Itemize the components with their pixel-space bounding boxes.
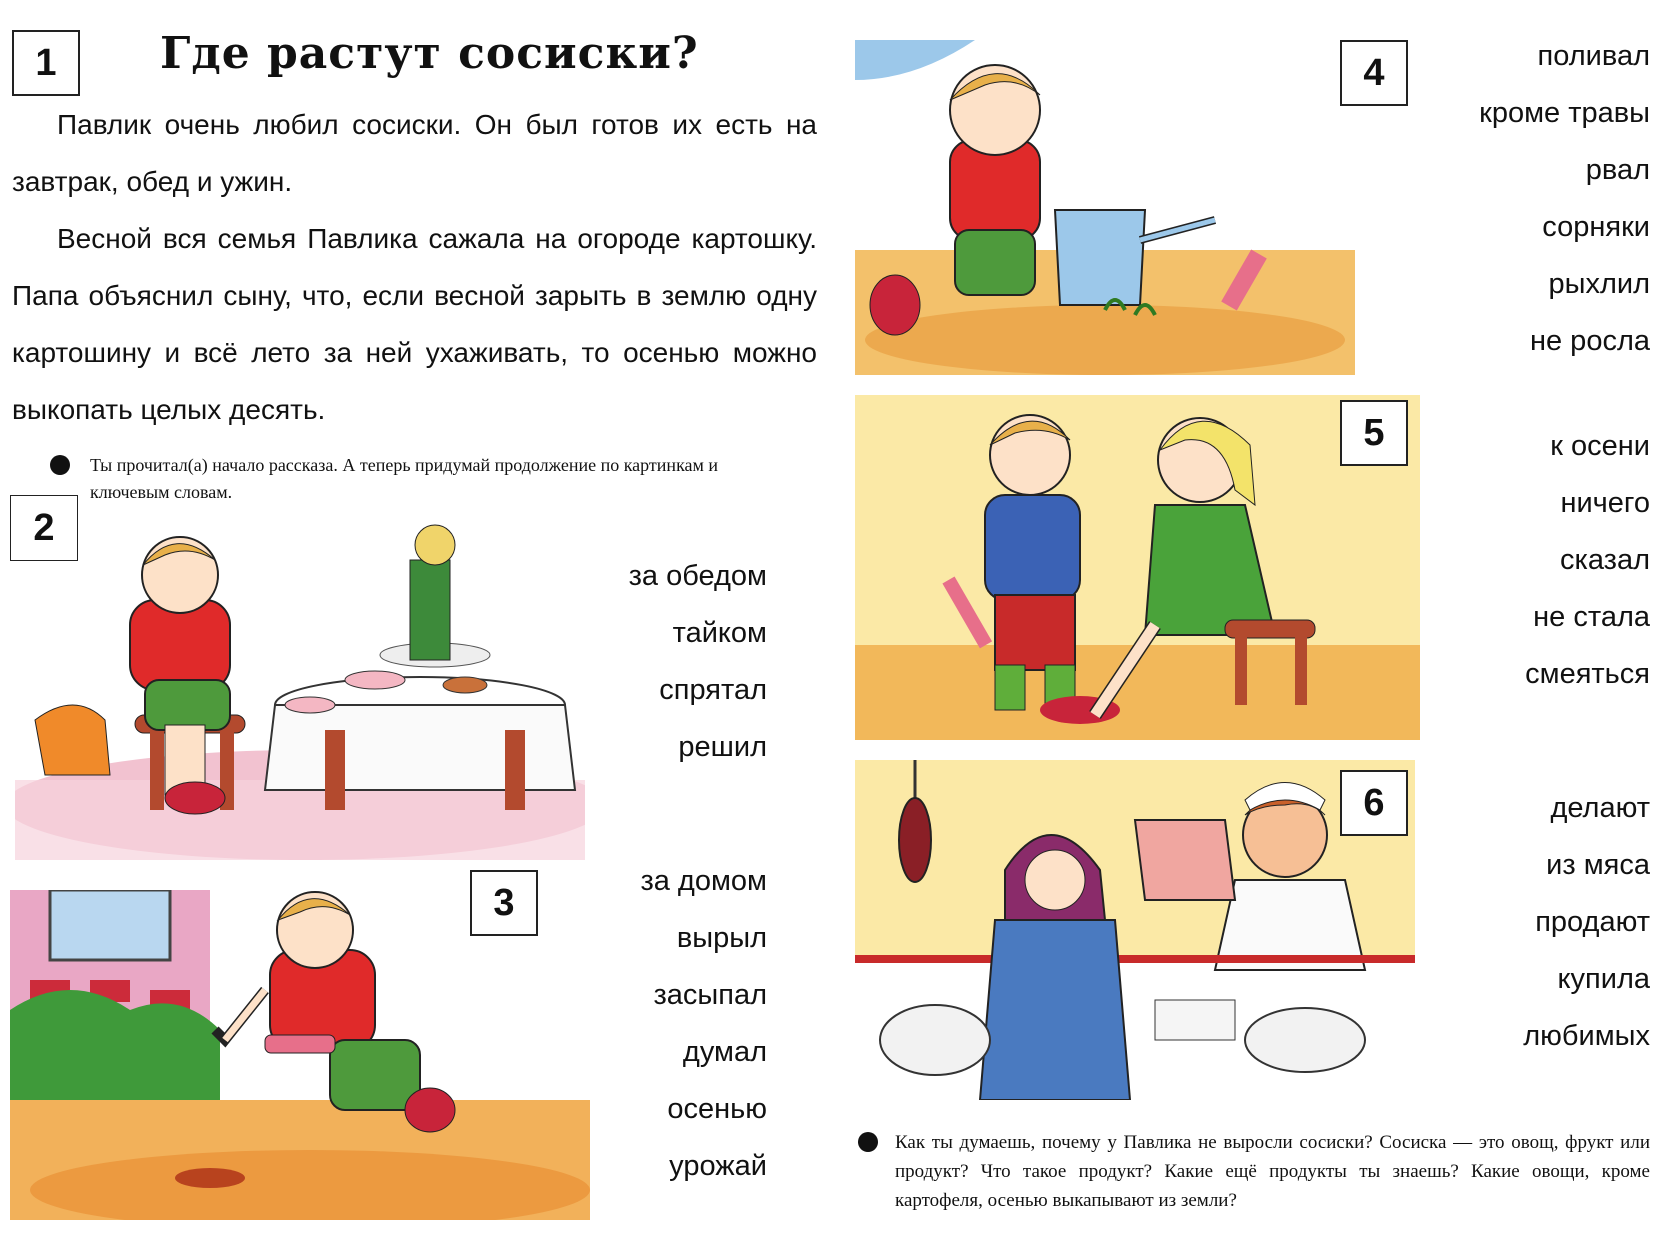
intro-paragraph-2: Весной вся семья Павлика сажала на огороде картошку. Папа объяснил сыну, что, если весной зарыть в землю одну картошину и всё лето за ней ухаживать, то осенью можно выкопать целых десять. (12, 223, 817, 425)
keywords-picture-2 (629, 548, 767, 776)
intro-paragraph-1: Павлик очень любил сосиски. Он был готов их есть на завтрак, обед и ужин. (12, 109, 817, 197)
keyword: не стала (1533, 601, 1650, 633)
picture-6-shop (855, 760, 1415, 1100)
frame-number-5: 5 (1340, 400, 1408, 466)
picture-5-conversation (855, 395, 1420, 740)
page-title: Где растут сосиски? (160, 28, 699, 79)
keywords-picture-4 (1479, 28, 1650, 370)
picture-3-digging (10, 890, 590, 1220)
keyword: засыпал (653, 979, 767, 1011)
keyword: урожай (669, 1150, 767, 1182)
keyword: из мяса (1546, 849, 1650, 881)
dinner-scene-illustration (15, 520, 585, 860)
frame-number-6: 6 (1340, 770, 1408, 836)
keyword: тайком (672, 617, 767, 649)
keyword: спрятал (659, 674, 767, 706)
conversation-scene-illustration (855, 395, 1420, 740)
question-text: Как ты думаешь, почему у Павлика не выросли сосиски? Сосиска — это овощ, фрукт или продукт? Что такое продукт? Какие ещё продукты ты знаешь? Какие овощи, кроме картофеля, осенью выкапывают из земли? (895, 1132, 1650, 1211)
shop-scene-illustration (855, 760, 1415, 1100)
keyword: решил (678, 731, 767, 763)
keywords-picture-5 (1525, 418, 1650, 703)
instruction-text: Ты прочитал(а) начало рассказа. А теперь придумай продолжение по картинкам и ключевым словам. (90, 455, 719, 502)
keyword: к осени (1550, 430, 1650, 462)
intro-text (12, 96, 817, 438)
keywords-picture-3 (640, 853, 767, 1195)
keyword: рвал (1585, 154, 1650, 186)
bullet-icon (50, 455, 70, 475)
frame-number-1: 1 (12, 30, 80, 96)
picture-2-dinner (15, 520, 585, 860)
digging-scene-illustration (10, 890, 590, 1220)
keyword: за обедом (628, 560, 767, 592)
keyword: сказал (1560, 544, 1650, 576)
keyword: продают (1535, 906, 1650, 938)
watering-scene-illustration (855, 40, 1355, 375)
keyword: кроме травы (1479, 97, 1650, 129)
keyword: любимых (1523, 1020, 1650, 1052)
keyword: купила (1557, 963, 1650, 995)
frame-number-2: 2 (10, 495, 78, 561)
keyword: сорняки (1542, 211, 1650, 243)
keyword: ничего (1560, 487, 1650, 519)
bullet-icon (858, 1132, 878, 1152)
keyword: рыхлил (1548, 268, 1650, 300)
keyword: осенью (667, 1093, 767, 1125)
keyword: вырыл (676, 922, 767, 954)
frame-number-4: 4 (1340, 40, 1408, 106)
picture-4-watering (855, 40, 1355, 375)
keyword: думал (682, 1036, 767, 1068)
keyword: смеяться (1525, 658, 1650, 690)
frame-number-3: 3 (470, 870, 538, 936)
keyword: поливал (1537, 40, 1650, 72)
keywords-picture-6 (1523, 780, 1650, 1065)
keyword: за домом (640, 865, 767, 897)
keyword: не росла (1529, 325, 1650, 357)
keyword: делают (1550, 792, 1650, 824)
